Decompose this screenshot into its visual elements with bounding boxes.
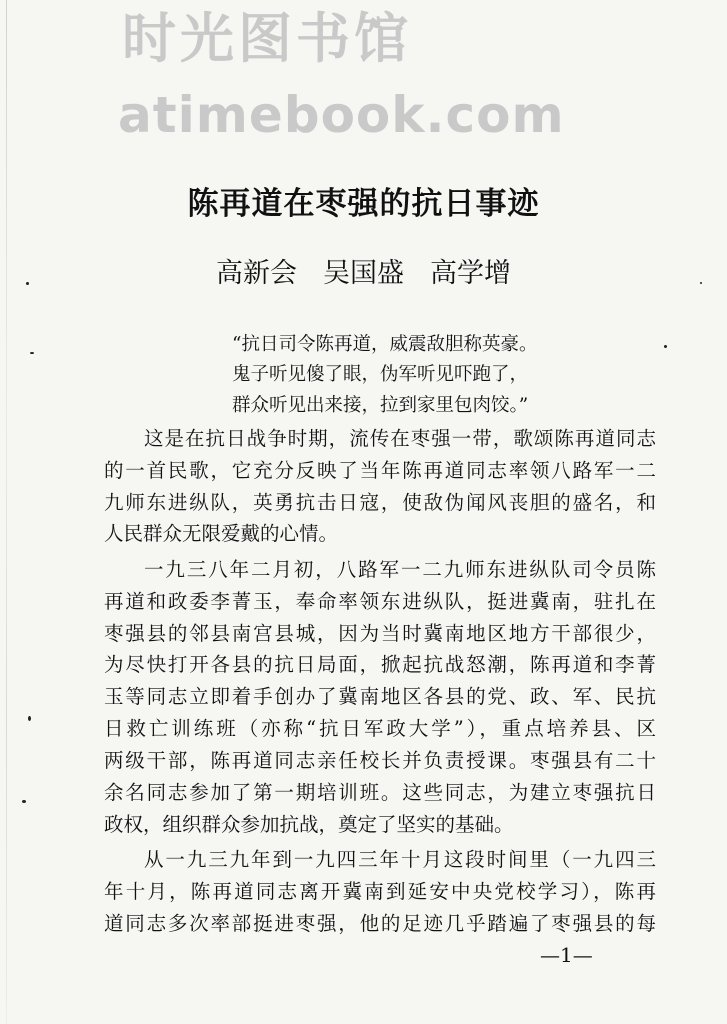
body-line: 再道和政委李菁玉，奉命率领东进纵队，挺进冀南，驻扎在 <box>104 590 656 613</box>
body-line: 年十月，陈再道同志离开冀南到延安中央党校学习），陈再 <box>104 880 656 903</box>
scan-speck <box>28 716 31 721</box>
body-line: 道同志多次率部挺进枣强，他的足迹几乎踏遍了枣强县的每 <box>104 912 656 935</box>
body-line: 的一首民歌，它充分反映了当年陈再道同志率领八路军一二 <box>104 459 656 482</box>
body-line: 两级干部，陈再道同志亲任校长并负责授课。枣强县有二十 <box>104 749 656 772</box>
body-line: 为尽快打开各县的抗日局面，掀起抗战怒潮，陈再道和李菁 <box>104 653 656 676</box>
body-line: 玉等同志立即着手创办了冀南地区各县的党、政、军、民抗 <box>104 685 656 708</box>
watermark-title: 时光图书馆 <box>122 7 412 70</box>
body-line: 日救亡训练班（亦称“抗日军政大学”），重点培养县、区 <box>104 717 656 740</box>
body-line: 九师东进纵队，英勇抗击日寇，使敌伪闻风丧胆的盛名，和 <box>104 491 656 514</box>
author-name: 高学增 <box>430 258 511 289</box>
page-edge <box>6 0 7 1024</box>
scan-speck <box>22 800 26 803</box>
verse-line: 鬼子听见傻了眼，伪军听见吓跑了， <box>232 364 529 385</box>
page-number: —1— <box>540 943 593 967</box>
body-line: 从一九三九年到一九四三年十月这段时间里（一九四三 <box>144 848 656 871</box>
body-line: 枣强县的邻县南宫县城，因为当时冀南地区地方干部很少， <box>104 622 656 645</box>
author-list <box>0 258 727 290</box>
article-title: 陈再道在枣强的抗日事迹 <box>187 186 540 222</box>
verse-line: “抗日司令陈再道，威震敌胆称英豪。 <box>232 334 538 355</box>
scan-speck <box>664 345 667 348</box>
scan-speck <box>30 352 34 354</box>
author-name: 高新会 <box>216 258 297 289</box>
body-line: 政权，组织群众参加抗战，奠定了坚实的基础。 <box>104 813 514 836</box>
author-name: 吴国盛 <box>323 258 404 289</box>
verse-line: 群众听见出来接，拉到家里包肉饺。” <box>232 395 529 416</box>
body-line: 人民群众无限爱戴的心情。 <box>104 522 339 545</box>
body-line: 一九三八年二月初，八路军一二九师东进纵队司令员陈 <box>144 558 656 581</box>
watermark-site: atimebook.com <box>118 86 565 144</box>
body-line: 这是在抗日战争时期，流传在枣强一带，歌颂陈再道同志 <box>144 427 656 450</box>
body-line: 余名同志参加了第一期培训班。这些同志，为建立枣强抗日 <box>104 781 656 804</box>
